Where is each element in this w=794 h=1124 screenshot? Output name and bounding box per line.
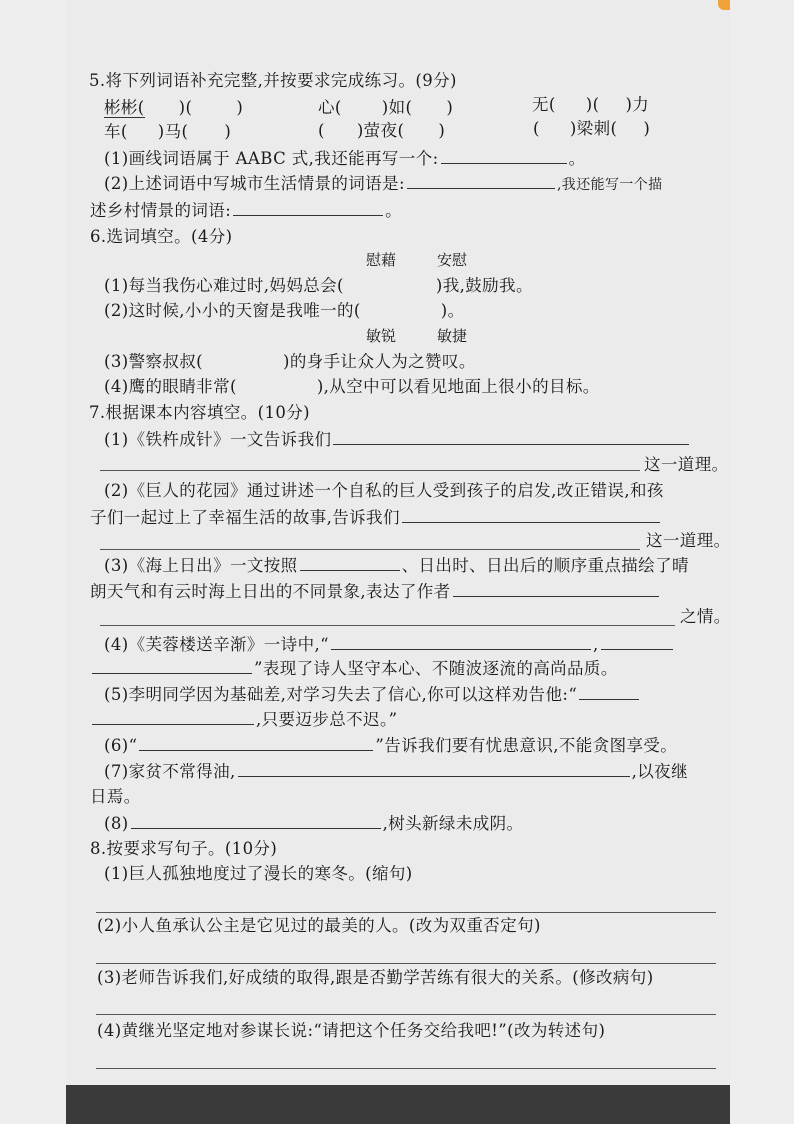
answer-blank[interactable] (441, 147, 567, 164)
q7-s5: (5)李明同学因为基础差,对学习失去了信心,你可以这样劝告他:“ (104, 683, 641, 706)
corner-mark (718, 0, 730, 10)
q6-choice-2a: 敏锐 (366, 327, 397, 345)
q5-sub1: (1)画线词语属于 AABC 式,我还能再写一个: 。 (104, 149, 586, 168)
q7-s4-line2: ”表现了诗人坚守本心、不随波逐流的高尚品质。 (90, 657, 618, 680)
q8-s2: (2)小人鱼承认公主是它见过的最美的人。(改为双重否定句) (97, 916, 541, 935)
q5-row2-item2: ( )萤夜( ) (318, 121, 446, 140)
q7-s5-line2: ,只要迈步总不迟。” (90, 708, 397, 731)
q7-s7-line2: 日焉。 (90, 787, 141, 806)
dark-background-strip (66, 1085, 730, 1124)
answer-blank[interactable] (139, 734, 373, 751)
q7-s4: (4)《芙蓉楼送辛渐》一诗中,“ , (104, 633, 675, 656)
q8-s3: (3)老师告诉我们,好成绩的取得,跟是否勤学苦练有很大的关系。(修改病句) (97, 968, 654, 987)
answer-line[interactable] (96, 963, 716, 964)
q5-row1-item2: 心( )如( ) (318, 98, 454, 117)
q7-s3: (3)《海上日出》一文按照 、日出时、日出后的顺序重点描绘了晴 (104, 556, 689, 575)
q5-row1-item1: 彬彬( )( ) (104, 98, 244, 117)
q5-row1-item3: 无( )( )力 (532, 95, 650, 114)
answer-line[interactable] (100, 470, 640, 471)
q7-title: 7.根据课本内容填空。(10分) (89, 403, 311, 422)
answer-line[interactable] (100, 625, 675, 626)
q6-s1: (1)每当我伤心难过时,妈妈总会( )我,鼓励我。 (104, 276, 533, 295)
q6-s2: (2)这时候,小小的天窗是我唯一的( )。 (104, 301, 465, 320)
answer-blank[interactable] (402, 506, 660, 523)
answer-blank[interactable] (333, 428, 689, 445)
q6-s3: (3)警察叔叔( )的身手让众人为之赞叹。 (104, 352, 476, 371)
q5-row2-item1: 车( )马( ) (104, 122, 232, 141)
answer-blank[interactable] (331, 633, 591, 650)
q6-choice-2b: 敏捷 (437, 327, 468, 345)
answer-blank[interactable] (238, 760, 630, 777)
q8-title: 8.按要求写句子。(10分) (90, 839, 278, 858)
answer-blank[interactable] (407, 172, 555, 189)
q7-s2: (2)《巨人的花园》通过讲述一个自私的巨人受到孩子的启发,改正错误,和孩 (104, 481, 664, 500)
answer-blank[interactable] (92, 708, 254, 725)
q8-s1: (1)巨人孤独地度过了漫长的寒冬。(缩句) (104, 864, 413, 883)
q7-s7: (7)家贫不常得油, ,以夜继 (104, 762, 688, 781)
q6-title: 6.选词填空。(4分) (90, 227, 233, 246)
q7-s2-end: 这一道理。 (646, 531, 731, 550)
q7-s3-line2: 朗天气和有云时海上日出的不同景象,表达了作者 (90, 580, 661, 603)
answer-line[interactable] (96, 1014, 716, 1015)
q6-s4: (4)鹰的眼睛非常( ),从空中可以看见地面上很小的目标。 (104, 377, 600, 396)
answer-blank[interactable] (579, 683, 639, 700)
q7-s3-end: 之情。 (680, 607, 731, 626)
q7-s1: (1)《铁杵成针》一文告诉我们 (104, 428, 691, 451)
q8-s4: (4)黄继光坚定地对参谋长说:“请把这个任务交给我吧!”(改为转述句) (97, 1021, 606, 1040)
q7-s1-end: 这一道理。 (644, 455, 729, 474)
q7-s2-line2: 子们一起过上了幸福生活的故事,告诉我们 (90, 506, 662, 529)
answer-blank[interactable] (92, 657, 252, 674)
q7-s8: (8) ,树头新绿未成阴。 (104, 814, 524, 833)
answer-line[interactable] (100, 549, 640, 550)
q5-sub2-line2: 述乡村情景的词语: 。 (90, 201, 403, 220)
answer-line[interactable] (96, 1068, 716, 1069)
answer-blank[interactable] (300, 554, 400, 571)
q5-row2-item3: ( )梁刺( ) (533, 119, 651, 138)
q6-choice-1a: 慰藉 (366, 251, 397, 269)
answer-blank[interactable] (131, 812, 381, 829)
answer-blank[interactable] (601, 633, 673, 650)
q7-s6: (6)“ ”告诉我们要有忧患意识,不能贪图享受。 (104, 736, 678, 755)
answer-blank[interactable] (233, 199, 383, 216)
q6-choice-1b: 安慰 (437, 251, 468, 269)
q5-title: 5.将下列词语补充完整,并按要求完成练习。(9分) (89, 71, 457, 90)
answer-blank[interactable] (453, 580, 659, 597)
answer-line[interactable] (96, 912, 716, 913)
q5-sub2: (2)上述词语中写城市生活情景的词语是: ,我还能写一个描 (104, 174, 663, 193)
